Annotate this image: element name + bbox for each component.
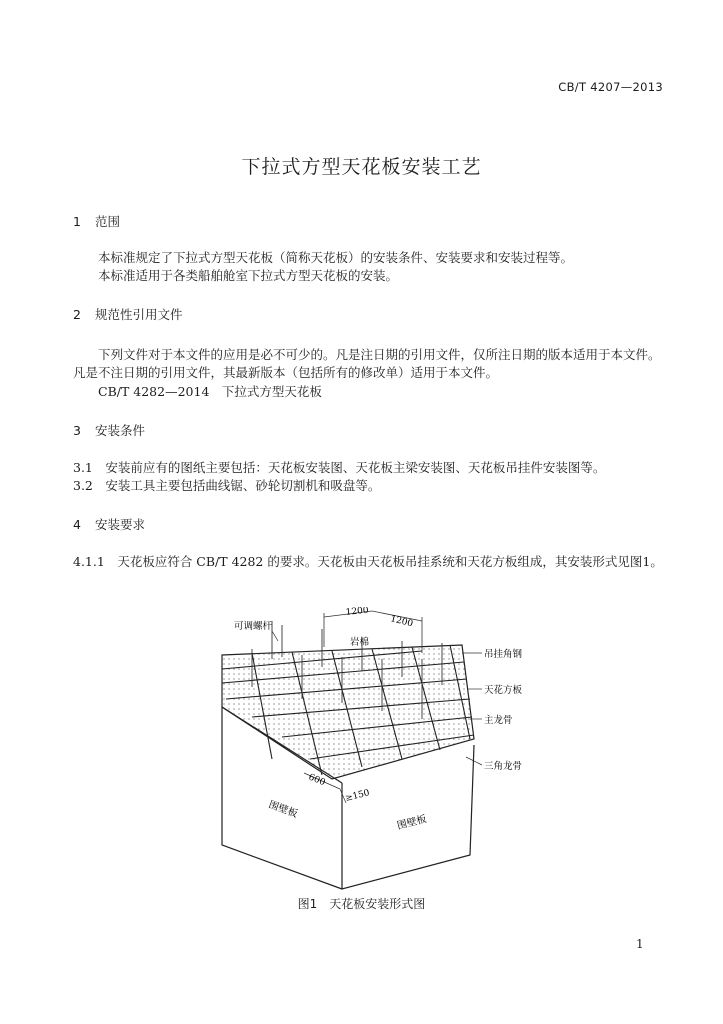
section-title: 范围 bbox=[95, 214, 121, 229]
section-title: 安装条件 bbox=[95, 423, 146, 438]
reference-entry: CB/T 4282—2014 下拉式方型天花板 bbox=[98, 384, 322, 399]
figure-caption: 图1 天花板安装形式图 bbox=[297, 897, 426, 911]
paragraph: 下列文件对于本文件的应用是必不可少的。凡是注日期的引用文件，仅所注日期的版本适用于本文件。凡是不注日期的引用文件，其最新版本（包括所有的修改单）适用于本文件。 bbox=[73, 347, 661, 380]
section-number: 3 bbox=[73, 423, 81, 438]
clause-3-1 bbox=[73, 459, 673, 477]
adjustable-screw-label: 可调螺杆 bbox=[234, 621, 273, 632]
dim-600-label: 600 bbox=[306, 772, 327, 789]
paragraph: 本标准适用于各类船舶舱室下拉式方型天花板的安装。 bbox=[98, 268, 399, 283]
clause-number: 4.1.1 bbox=[73, 554, 105, 569]
bulkhead-right-label: 围壁板 bbox=[396, 813, 428, 832]
section-number: 1 bbox=[73, 214, 81, 229]
page-number: 1 bbox=[636, 937, 644, 951]
section-4-heading bbox=[73, 515, 145, 533]
ceiling-installation-figure bbox=[212, 607, 532, 892]
section-1-heading bbox=[73, 212, 120, 230]
standard-code: CB/T 4207—2013 bbox=[558, 80, 663, 94]
clause-3-2 bbox=[73, 477, 673, 495]
clause-text: 安装工具主要包括曲线锯、砂轮切割机和吸盘等。 bbox=[105, 478, 381, 493]
dim-top-2-label: 1200 bbox=[389, 614, 414, 630]
section-2-heading bbox=[73, 305, 183, 323]
triangle-keel-label: 三角龙骨 bbox=[484, 761, 523, 772]
clause-number: 3.2 bbox=[73, 478, 93, 493]
clause-number: 3.1 bbox=[73, 460, 93, 475]
section-title: 安装要求 bbox=[95, 517, 146, 532]
section-3-heading bbox=[73, 421, 145, 439]
main-keel-label: 主龙骨 bbox=[484, 715, 513, 726]
rock-wool-label: 岩棉 bbox=[350, 637, 370, 648]
section-title: 规范性引用文件 bbox=[95, 307, 183, 322]
clause-text: 天花板应符合 CB/T 4282 的要求。天花板由天花板吊挂系统和天花方板组成，其安装形式见图1。 bbox=[117, 554, 663, 569]
dim-150-label: ≥150 bbox=[344, 788, 371, 804]
hanging-angle-label: 吊挂角钢 bbox=[484, 649, 523, 660]
section-number: 2 bbox=[73, 307, 81, 322]
clause-text: 安装前应有的图纸主要包括：天花板安装图、天花板主梁安装图、天花板吊挂件安装图等。 bbox=[105, 460, 606, 475]
paragraph: 本标准规定了下拉式方型天花板（简称天花板）的安装条件、安装要求和安装过程等。 bbox=[98, 250, 574, 265]
document-title: 下拉式方型天花板安装工艺 bbox=[241, 156, 482, 178]
ceiling-installation-drawing bbox=[212, 607, 532, 892]
dim-top-1-label: 1200 bbox=[345, 607, 370, 618]
clause-4-1-1 bbox=[73, 553, 663, 571]
bulkhead-left-label: 围壁板 bbox=[266, 799, 299, 821]
section-number: 4 bbox=[73, 517, 81, 532]
ceiling-panel-label: 天花方板 bbox=[484, 685, 523, 696]
